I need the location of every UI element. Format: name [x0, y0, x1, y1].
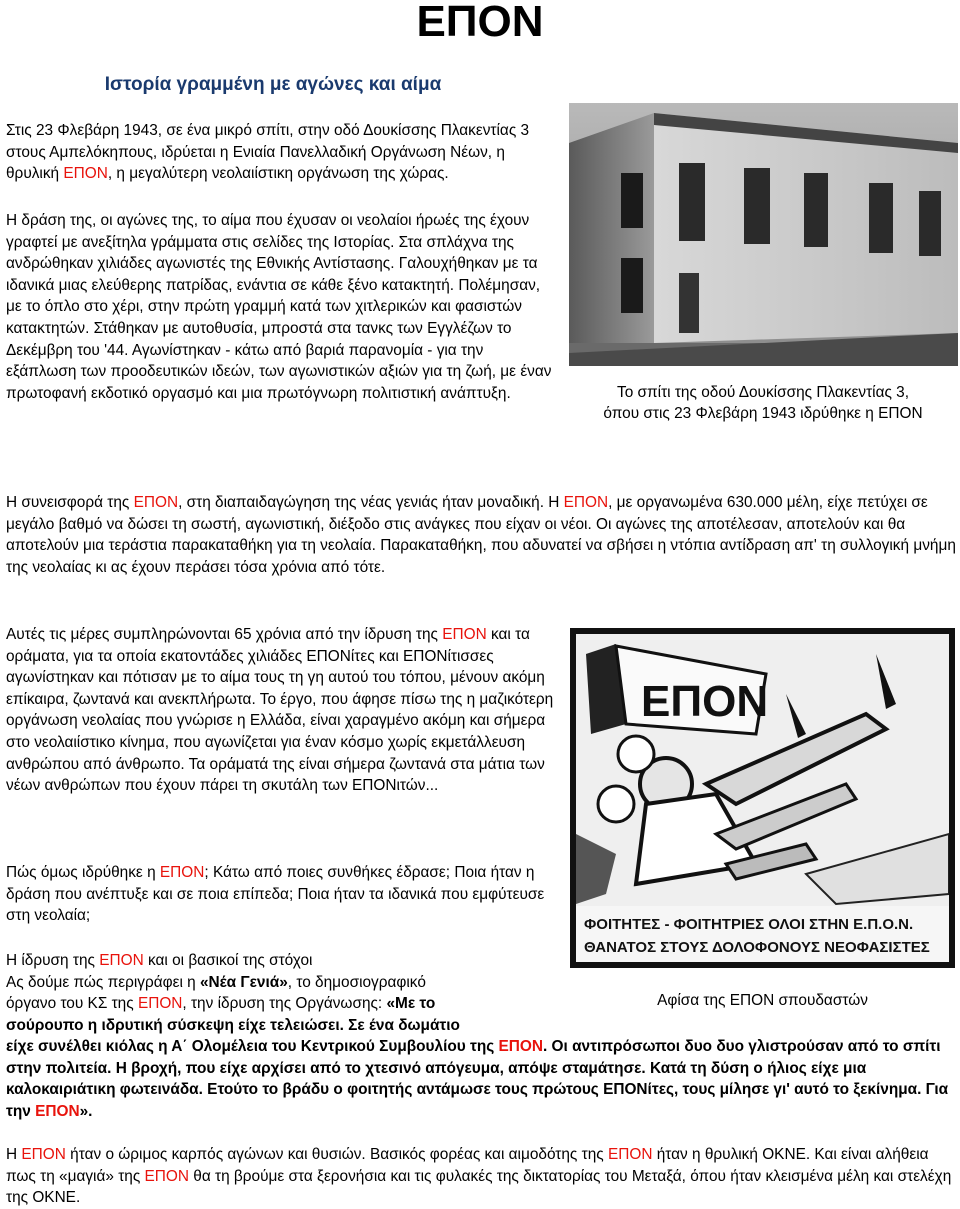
page-title: ΕΠΟΝ — [416, 0, 544, 46]
text-segment: Στις 23 Φλεβάρη 1943, σε ένα μικρό σπίτι, στην οδό Δουκίσσης Πλακεντίας 3 στους Αμπελόκηπους, ιδρύεται η Ενιαία Πανελλαδική Οργάνωση Νέων, η θρυλική — [6, 122, 530, 183]
text-segment: Αυτές τις μέρες συμπληρώνονται 65 χρόνια από την ίδρυση της — [6, 626, 443, 643]
intro-paragraph-2: Η δράση της, οι αγώνες της, το αίμα που έχυσαν οι νεολαίοι ήρωές της έχουν γραφτεί με ανεξίτηλα γράμματα στις σελίδες της Ιστορίας. Στα σπλάχνα της ανδρώθηκαν χιλιάδες αγωνιστές της Εθνικής Αντίστασης. Γαλουχήθηκαν με τα ιδανικά μιας ελεύθερης πατρίδας, ενάντια σε κάθε ξένο κατακτητή. Πολέμησαν, με το όπλο στο χέρι, στην πρώτη γραμμή κατά των χιτλερικών και φασιστών κατακτητών. Στάθηκαν με αυτοθυσία, μπροστά στα τανκς των Εγγλέζων το Δεκέμβρη του '44. Αγωνίστηκαν - κάτω από βαριά παρανομία - για την εξάπλωση των προοδευτικών ιδεών, των αγωνιστικών αξιών για τη ζωή, με έναν πρωτοφανή εκδοτικό οργασμό και μια πρωτόγνωρη πολιτιστική ανάπτυξη. — [6, 212, 552, 402]
founding-line-2 — [6, 972, 566, 994]
text-segment: , η μεγαλύτερη νεολαιίστικη οργάνωση της χώρας. — [107, 165, 449, 183]
text-segment: ; Κάτω από ποιες συνθήκες έδρασε; Ποια ήταν η δράση που ανέπτυξε και σε ποια επίπεδα; Ποια ήταν τα ιδανικά που εμφύτευσε στη νεολαία; — [6, 864, 545, 925]
text-segment: θα τη βρούμε στα ξερονήσια και τις φυλακές της δικτατορίας του Μεταξά, όπου ήταν κλεισμένα μέλη και στελέχη της ΟΚΝΕ. — [6, 1167, 952, 1207]
house-photo-image — [569, 103, 958, 366]
epon-highlight: ΕΠΟΝ — [137, 995, 183, 1013]
text-segment: . Οι αντιπρόσωποι δυο δυο γλιστρούσαν από το σπίτι στην πολιτεία. Η βροχή, που είχε αρχίσει από το χτεσινό απόγευμα, απόψε σταμάτησε. Κατά τη δύση ο ήλιος είχε μια καλοκαιριάτικη φωτεινάδα. Ετούτο το βράδυ ο φοιτητής αντάμωσε τους πρώτους ΕΠΟΝίτες, τους μίλησε γι' αυτό το ξεκίνημα. Για την — [6, 1038, 949, 1120]
epon-highlight: ΕΠΟΝ — [144, 1167, 189, 1185]
text-segment: Η συνεισφορά της — [6, 494, 134, 511]
text-segment: , με οργανωμένα 630.000 μέλη, είχε πετύχει σε μεγάλο βαθμό να δώσει τη σωστή, αγωνιστική, διέξοδο στις ανάγκες που είχαν οι νέοι. Οι αγώνες της αποτέλεσαν, αποτελούν και θα αποτελούν μια τεράστια παρακαταθήκη για τη νεολαία. Παρακαταθήκη, που αδυνατεί να σβήσει η ντόπια αντίδραση απ' τη συλλογική μνήμη της νεολαίας κι ας έχουν περάσει τόσα χρόνια από τότε. — [6, 494, 956, 576]
founding-heading — [6, 950, 566, 972]
intro-paragraph-1 — [6, 120, 546, 185]
text-segment: , το δημοσιογραφικό — [287, 973, 426, 991]
text-segment: Πώς όμως ιδρύθηκε η — [6, 864, 160, 881]
text-segment: Ας δούμε πώς περιγράφει η — [6, 973, 200, 991]
text-segment: , την ίδρυση της Οργάνωσης: — [182, 995, 387, 1013]
epon-highlight: ΕΠΟΝ — [159, 864, 205, 881]
text-segment: σούρουπο η ιδρυτική σύσκεψη είχε τελειώσει. Σε ένα δωμάτιο — [6, 1016, 460, 1034]
text-segment: και οι βασικοί της στόχοι — [143, 952, 313, 969]
epon-highlight: ΕΠΟΝ — [133, 494, 179, 511]
text-segment: , στη διαπαιδαγώγηση της νέας γενιάς ήταν μοναδική. Η — [178, 494, 564, 511]
founding-block — [6, 950, 566, 1036]
contribution-paragraph — [6, 492, 956, 578]
house-caption-line-2: όπου στις 23 Φλεβάρη 1943 ιδρύθηκε η ΕΠΟΝ — [603, 405, 923, 422]
text-segment: ». — [79, 1102, 93, 1120]
poster-slogan-2: ΘΑΝΑΤΟΣ ΣΤΟΥΣ ΔΟΛΟΦΟΝΟΥΣ ΝΕΟΦΑΣΙΣΤΕΣ — [584, 939, 930, 956]
text-segment: ήταν η θρυλική ΟΚΝΕ. Και είναι αλήθεια πως τη «μαγιά» της — [6, 1146, 929, 1185]
founding-line-3 — [6, 993, 566, 1015]
epon-highlight: ΕΠΟΝ — [607, 1146, 653, 1163]
poster-title: ΕΠΟΝ — [641, 677, 769, 726]
house-caption-line-1: Το σπίτι της οδού Δουκίσσης Πλακεντίας 3, — [617, 384, 909, 401]
house-photo-caption — [566, 382, 960, 424]
founding-quote-rest — [6, 1036, 956, 1122]
text-segment: «Με το — [386, 995, 436, 1013]
epon-highlight: ΕΠΟΝ — [498, 1038, 543, 1055]
questions-paragraph — [6, 862, 546, 927]
poster-caption: Αφίσα της ΕΠΟΝ σπουδαστών — [657, 992, 868, 1009]
text-segment: «Νέα Γενιά» — [200, 973, 288, 991]
anniversary-paragraph — [6, 624, 554, 797]
epon-highlight: ΕΠΟΝ — [35, 1102, 80, 1120]
poster-slogan-1: ΦΟΙΤΗΤΕΣ - ΦΟΙΤΗΤΡΙΕΣ ΟΛΟΙ ΣΤΗΝ Ε.Π.Ο.Ν. — [584, 916, 914, 933]
text-segment: όργανο του ΚΣ της — [6, 995, 138, 1013]
page-subtitle: Ιστορία γραμμένη με αγώνες και αίμα — [104, 74, 442, 95]
epon-highlight: ΕΠΟΝ — [563, 494, 609, 511]
epon-highlight: ΕΠΟΝ — [63, 165, 108, 183]
text-segment: Η — [6, 1146, 22, 1163]
epon-highlight: ΕΠΟΝ — [99, 952, 144, 969]
founding-line-4 — [6, 1015, 566, 1037]
okne-paragraph — [6, 1144, 956, 1209]
text-segment: Η ίδρυση της — [6, 952, 100, 969]
house-photo — [569, 103, 958, 366]
text-segment: είχε συνέλθει κιόλας η Α΄ Ολομέλεια του Κεντρικού Συμβουλίου της — [6, 1038, 499, 1055]
text-segment: ήταν ο ώριμος καρπός αγώνων και θυσιών. Βασικός φορέας και αιμοδότης της — [65, 1146, 608, 1163]
epon-highlight: ΕΠΟΝ — [21, 1146, 66, 1163]
epon-highlight: ΕΠΟΝ — [442, 626, 487, 643]
epon-poster-image — [576, 634, 949, 962]
epon-poster — [570, 628, 955, 968]
text-segment: και τα οράματα, για τα οποία εκατοντάδες χιλιάδες ΕΠΟΝίτες και ΕΠΟΝίτισσες αγωνίστηκαν και πότισαν με το αίμα τους τη γη αυτού του τόπου, μένουν ακόμη επίκαιρα, ζωντανά και ανεκπλήρωτα. Το έργο, που άφησε πίσω της η μαζικότερη οργάνωση νεολαίας που γνώρισε η Ελλάδα, είναι χαραγμένο ακόμη και σήμερα στο νεολαιίστικο κίνημα, που αγωνίζεται για έναν κόσμο χωρίς εκμετάλλευση ανθρώπου από άνθρωπο. Τα οράματά της είναι σήμερα ζωντανά στα μάτια των νέων ανθρώπων που έχουν πάρει τη σκυτάλη των ΕΠΟΝιτών... — [6, 626, 554, 795]
